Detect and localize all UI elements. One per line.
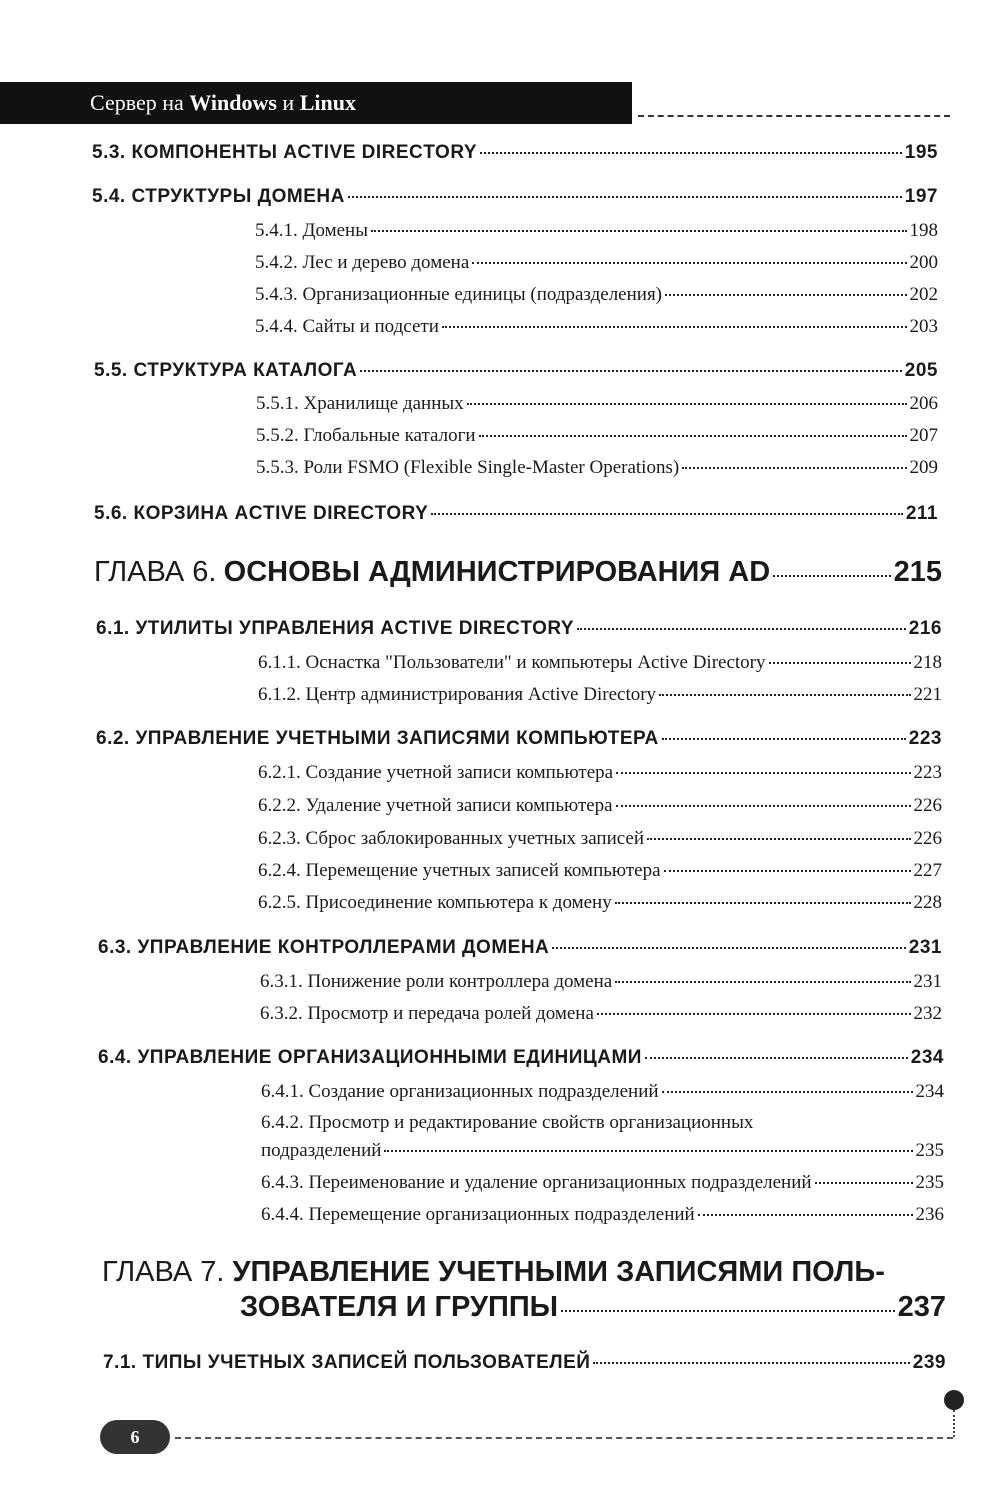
toc-entry-page: 211: [905, 503, 938, 524]
toc-entry-page: 207: [909, 425, 938, 446]
toc-entry-6-1-1[interactable]: [258, 652, 942, 674]
leader-dots: [662, 738, 906, 740]
toc-entry-6-3-2[interactable]: [260, 1003, 942, 1025]
toc-entry-page: 234: [915, 1081, 944, 1102]
footer-dotted-rule: [175, 1437, 953, 1439]
leader-dots: [348, 196, 902, 198]
toc-entry-page: 209: [909, 457, 938, 478]
chapter-title-line1: УПРАВЛЕНИЕ УЧЕТНЫМИ ЗАПИСЯМИ ПОЛЬ-: [232, 1256, 885, 1288]
toc-entry-page: 234: [910, 1047, 944, 1068]
toc-entry-5-6[interactable]: [94, 503, 938, 525]
toc-entry-5-4-4[interactable]: [255, 316, 938, 338]
leader-dots: [647, 838, 910, 840]
toc-entry-5-5-3[interactable]: [256, 457, 938, 479]
toc-entry-title: 5.4.1. Домены: [255, 220, 368, 241]
leader-dots: [645, 1057, 908, 1059]
leader-dots: [597, 1013, 911, 1015]
toc-entry-page: 202: [909, 284, 938, 305]
toc-entry-title: 6.3.2. Просмотр и передача ролей домена: [260, 1003, 594, 1024]
header-and: и: [282, 90, 295, 115]
toc-entry-6-2-4[interactable]: [258, 860, 942, 882]
toc-entry-page: 223: [913, 762, 942, 783]
chapter-heading: [94, 556, 770, 589]
chapter-heading: [240, 1291, 558, 1324]
toc-entry-5-5-2[interactable]: [256, 425, 938, 447]
toc-entry-title: 6.2. УПРАВЛЕНИЕ УЧЕТНЫМИ ЗАПИСЯМИ КОМПЬЮТЕРА: [96, 728, 659, 749]
toc-entry-page: 223: [908, 728, 942, 749]
toc-entry-page: 200: [909, 252, 938, 273]
toc-entry-5-4-1[interactable]: [255, 220, 938, 242]
toc-entry-page: 228: [913, 892, 942, 913]
toc-entry-6-4-3[interactable]: [261, 1172, 944, 1194]
toc-entry-title: 6.1.2. Центр администрирования Active Directory: [258, 684, 657, 705]
toc-entry-page: 205: [904, 360, 938, 381]
toc-entry-title: 5.4.4. Сайты и подсети: [255, 316, 439, 337]
toc-entry-title: 5.4.3. Организационные единицы (подразделения): [255, 284, 663, 305]
footer-bullet-icon: [944, 1390, 964, 1410]
leader-dots: [552, 947, 906, 949]
leader-dots: [360, 370, 902, 372]
toc-chapter-6[interactable]: [94, 556, 942, 589]
toc-entry-6-2-1[interactable]: [258, 762, 942, 784]
toc-entry-page: 237: [897, 1291, 946, 1323]
leader-dots: [479, 435, 907, 437]
toc-entry-title: 5.5.2. Глобальные каталоги: [256, 425, 476, 446]
toc-entry-title: 6.2.2. Удаление учетной записи компьютера: [258, 795, 613, 816]
leader-dots: [664, 870, 911, 872]
toc-entry-title: 5.6. КОРЗИНА ACTIVE DIRECTORY: [94, 503, 429, 524]
header-dotted-rule: [638, 115, 950, 117]
leader-dots: [773, 575, 890, 577]
leader-dots: [467, 403, 907, 405]
footer-dotted-stem: [953, 1410, 955, 1437]
toc-entry-page: 215: [893, 556, 942, 588]
header-linux: Linux: [299, 90, 356, 115]
leader-dots: [480, 152, 902, 154]
toc-entry-5-5[interactable]: [94, 360, 938, 382]
toc-entry-5-5-1[interactable]: [256, 393, 938, 415]
toc-entry-title: 6.3.1. Понижение роли контроллера домена: [260, 971, 613, 992]
chapter-label: ГЛАВА 7.: [102, 1256, 225, 1288]
toc-entry-page: 216: [908, 618, 942, 639]
leader-dots: [593, 1362, 909, 1364]
toc-entry-title: 5.5.1. Хранилище данных: [256, 393, 464, 414]
leader-dots: [682, 467, 906, 469]
leader-dots: [616, 772, 910, 774]
running-header: [0, 82, 632, 124]
toc-entry-6-4-1[interactable]: [261, 1081, 944, 1103]
leader-dots: [769, 662, 911, 664]
toc-entry-page: 239: [912, 1352, 946, 1373]
leader-dots: [442, 326, 907, 328]
toc-entry-6-4[interactable]: [98, 1047, 944, 1069]
toc-entry-6-3[interactable]: [98, 937, 942, 959]
header-windows: Windows: [189, 90, 277, 115]
leader-dots: [616, 805, 911, 807]
chapter-label: ГЛАВА 6.: [94, 556, 217, 588]
chapter-title-line2: ЗОВАТЕЛЯ И ГРУППЫ: [240, 1291, 559, 1323]
toc-entry-page: 195: [904, 142, 938, 163]
toc-entry-5-4-2[interactable]: [255, 252, 938, 274]
toc-entry-title: 6.4.3. Переименование и удаление организационных подразделений: [261, 1172, 812, 1193]
toc-entry-6-1-2[interactable]: [258, 684, 942, 706]
leader-dots: [472, 262, 906, 264]
toc-entry-title: 6.2.4. Перемещение учетных записей компьютера: [258, 860, 661, 881]
toc-entry-title: 6.4.4. Перемещение организационных подразделений: [261, 1204, 695, 1225]
toc-entry-6-3-1[interactable]: [260, 971, 942, 993]
toc-entry-6-2-2[interactable]: [258, 795, 942, 817]
toc-entry-title: 6.1. УТИЛИТЫ УПРАВЛЕНИЯ ACTIVE DIRECTORY: [96, 618, 575, 639]
toc-entry-title: 5.5.3. Роли FSMO (Flexible Single-Master Operations): [256, 457, 680, 478]
toc-entry-page: 231: [913, 971, 942, 992]
toc-chapter-7-line1: [102, 1256, 885, 1289]
toc-entry-6-2-3[interactable]: [258, 828, 942, 850]
toc-entry-title: 5.4.2. Лес и дерево домена: [255, 252, 470, 273]
toc-entry-page: 221: [913, 684, 942, 705]
toc-entry-page: 226: [913, 828, 942, 849]
toc-entry-page: 206: [909, 393, 938, 414]
toc-entry-page: 197: [904, 186, 938, 207]
toc-entry-5-4-3[interactable]: [255, 284, 938, 306]
toc-entry-title: 6.4.1. Создание организационных подразделений: [261, 1081, 659, 1102]
leader-dots: [431, 513, 902, 515]
header-prefix: Сервер на: [90, 90, 184, 115]
toc-entry-page: 236: [915, 1204, 944, 1225]
toc-entry-title: 6.2.5. Присоединение компьютера к домену: [258, 892, 612, 913]
toc-entry-page: 235: [915, 1172, 944, 1193]
toc-entry-page: 227: [913, 860, 942, 881]
toc-entry-title: 6.2.3. Сброс заблокированных учетных записей: [258, 828, 645, 849]
toc-entry-5-4[interactable]: [92, 186, 938, 208]
toc-entry-title: подразделений: [261, 1140, 382, 1161]
toc-entry-page: 232: [913, 1003, 942, 1024]
leader-dots: [665, 294, 906, 296]
toc-entry-title: 7.1. ТИПЫ УЧЕТНЫХ ЗАПИСЕЙ ПОЛЬЗОВАТЕЛЕЙ: [103, 1352, 591, 1373]
page-number-badge: [100, 1420, 170, 1454]
toc-entry-title: 5.3. КОМПОНЕНТЫ ACTIVE DIRECTORY: [92, 142, 478, 163]
chapter-title: ОСНОВЫ АДМИНИСТРИРОВАНИЯ AD: [223, 556, 771, 588]
toc-entry-5-3[interactable]: [92, 142, 938, 164]
toc-chapter-7[interactable]: [240, 1291, 946, 1324]
leader-dots: [371, 230, 907, 232]
toc-entry-7-1[interactable]: [103, 1352, 946, 1374]
leader-dots: [615, 981, 910, 983]
toc-entry-page: 218: [913, 652, 942, 673]
toc-entry-page: 198: [909, 220, 938, 241]
toc-entry-6-2[interactable]: [96, 728, 942, 750]
toc-entry-6-4-2[interactable]: [261, 1140, 944, 1162]
leader-dots: [577, 628, 906, 630]
leader-dots: [615, 902, 911, 904]
toc-entry-6-2-5[interactable]: [258, 892, 942, 914]
toc-entry-title: 5.4. СТРУКТУРЫ ДОМЕНА: [92, 186, 345, 207]
toc-entry-title: 6.4. УПРАВЛЕНИЕ ОРГАНИЗАЦИОННЫМИ ЕДИНИЦАМИ: [98, 1047, 642, 1068]
leader-dots: [384, 1150, 912, 1152]
toc-entry-title: 6.1.1. Оснастка "Пользователи" и компьютеры Active Directory: [258, 652, 766, 673]
toc-entry-page: 226: [913, 795, 942, 816]
toc-entry-page: 235: [915, 1140, 944, 1161]
leader-dots: [815, 1182, 913, 1184]
leader-dots: [659, 694, 910, 696]
toc-entry-title: 6.3. УПРАВЛЕНИЕ КОНТРОЛЛЕРАМИ ДОМЕНА: [98, 937, 550, 958]
toc-entry-6-4-2-line1: 6.4.2. Просмотр и редактирование свойств организационных: [261, 1112, 754, 1133]
toc-entry-6-4-4[interactable]: [261, 1204, 944, 1226]
leader-dots: [561, 1310, 895, 1312]
toc-entry-title: 6.2.1. Создание учетной записи компьютера: [258, 762, 614, 783]
page-number: 6: [130, 1426, 140, 1447]
toc-entry-6-1[interactable]: [96, 618, 942, 640]
leader-dots: [662, 1091, 913, 1093]
leader-dots: [698, 1214, 913, 1216]
toc-entry-page: 203: [909, 316, 938, 337]
toc-entry-title: 5.5. СТРУКТУРА КАТАЛОГА: [94, 360, 358, 381]
toc-entry-page: 231: [908, 937, 942, 958]
